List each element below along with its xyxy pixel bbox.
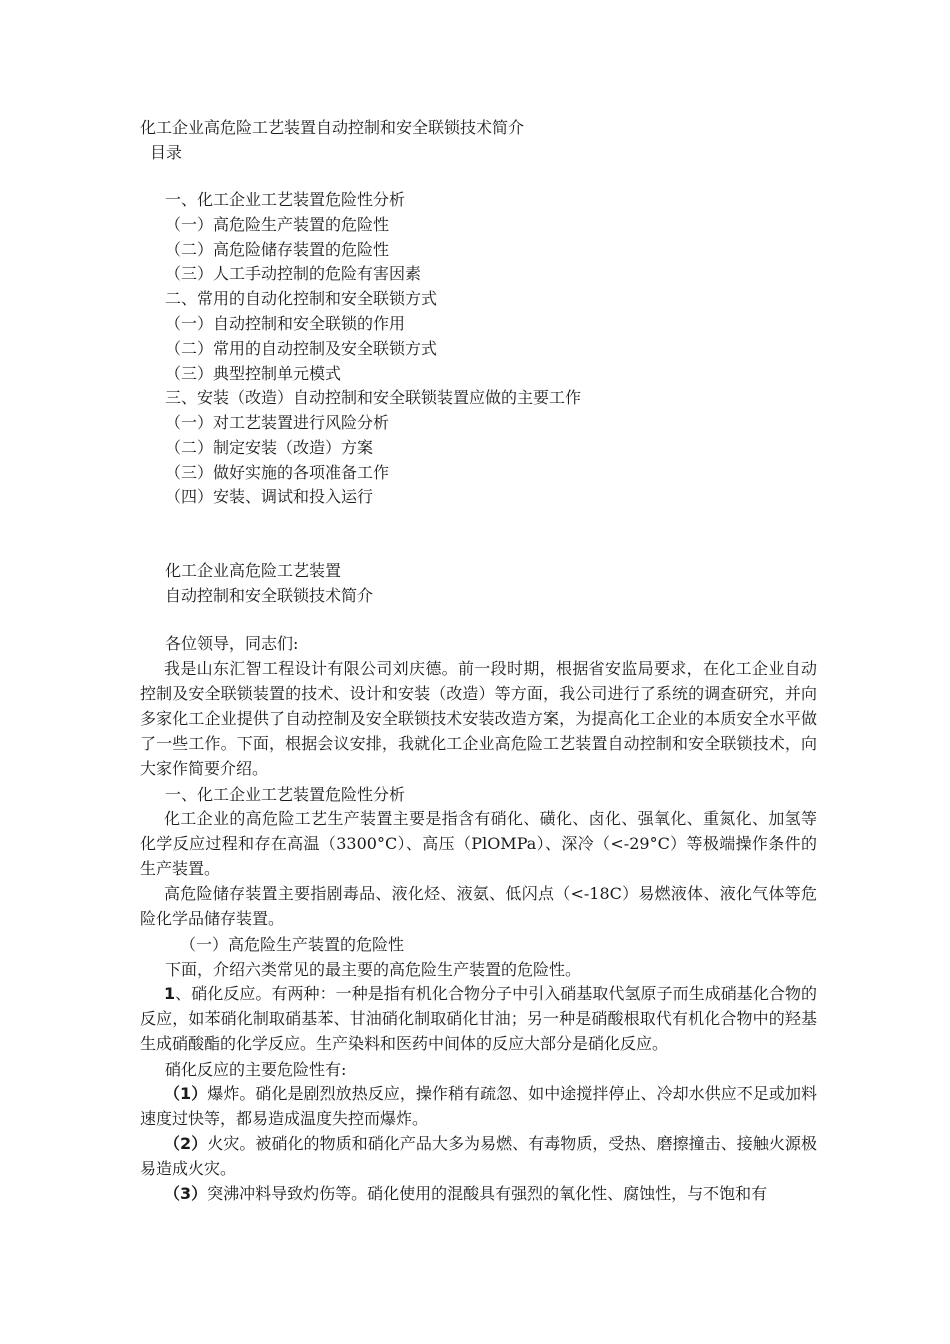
toc-item: 三、安装（改造）自动控制和安全联锁装置应做的主要工作 — [165, 388, 582, 407]
hazard-item-3 — [140, 1181, 817, 1206]
hazard-2-number: （2） — [164, 1134, 208, 1153]
toc-item: （三）做好实施的各项准备工作 — [165, 463, 390, 482]
document-title: 化工企业高危险工艺装置自动控制和安全联锁技术简介 — [140, 118, 525, 137]
toc-item: 一、化工企业工艺装置危险性分析 — [165, 190, 406, 209]
subtitle-line-1: 化工企业高危险工艺装置 — [165, 561, 342, 580]
nitration-paragraph — [140, 981, 817, 1056]
salutation: 各位领导，同志们: — [165, 634, 299, 653]
toc-item: （三）人工手动控制的危险有害因素 — [165, 264, 422, 283]
storage-paragraph: 高危险储存装置主要指剧毒品、液化烃、液氨、低闪点（<-18C）易燃液体、液化气体等危险化学品储存装置。 — [140, 884, 817, 928]
intro-line: 下面，介绍六类常见的最主要的高危险生产装置的危险性。 — [165, 960, 582, 979]
toc-heading: 目录 — [150, 143, 183, 162]
toc-item: 二、常用的自动化控制和安全联锁方式 — [165, 289, 438, 308]
hazard-2-text: 火灾。被硝化的物质和硝化产品大多为易燃、有毒物质，受热、磨擦撞击、接触火源极易造成火灾。 — [140, 1134, 817, 1178]
section-1-heading: 一、化工企业工艺装置危险性分析 — [165, 785, 406, 804]
toc-item: （三）典型控制单元模式 — [165, 364, 342, 383]
subsection-1-heading: （一）高危险生产装置的危险性 — [180, 935, 405, 954]
toc-item: （四）安装、调试和投入运行 — [165, 487, 374, 506]
hazard-1-text: 爆炸。硝化是剧烈放热反应，操作稍有疏忽、如中途搅拌停止、冷却水供应不足或加料速度过快等，都易造成温度失控而爆炸。 — [140, 1084, 817, 1128]
hazards-heading: 硝化反应的主要危险性有: — [165, 1060, 347, 1079]
hazard-1-number: （1） — [164, 1084, 208, 1103]
subtitle-line-2: 自动控制和安全联锁技术简介 — [165, 586, 374, 605]
intro-paragraph: 我是山东汇智工程设计有限公司刘庆德。前一段时期，根据省安监局要求，在化工企业自动控制及安全联锁装置的技术、设计和安装（改造）等方面，我公司进行了系统的调查研究，并向多家化工企业提供了自动控制及安全联锁技术安装改造方案，为提高化工企业的本质安全水平做了一些工作。下面，根据会议安排，我就化工企业高危险工艺装置自动控制和安全联锁技术，向大家作简要介绍。 — [140, 659, 817, 778]
hazard-3-text: 突沸冲料导致灼伤等。硝化使用的混酸具有强烈的氧化性、腐蚀性，与不饱和有 — [207, 1184, 768, 1203]
hazard-item-1 — [140, 1081, 817, 1131]
toc-item: （二）常用的自动控制及安全联锁方式 — [165, 339, 438, 358]
nitration-number: 1 — [164, 984, 176, 1003]
hazard-3-number: （3） — [164, 1184, 208, 1203]
toc-item: （二）高危险储存装置的危险性 — [165, 240, 390, 259]
hazard-item-2 — [140, 1131, 817, 1181]
section-1-paragraph: 化工企业的高危险工艺生产装置主要是指含有硝化、磺化、卤化、强氧化、重氮化、加氢等化学反应过程和存在高温（3300°C）、高压（PlOMPa）、深冷（<-29°C）等极端操作条件的生产装置。 — [140, 809, 817, 878]
nitration-text: 、硝化反应。有两种：一种是指有机化合物分子中引入硝基取代氢原子而生成硝基化合物的反应，如苯硝化制取硝基苯、甘油硝化制取硝化甘油；另一种是硝酸根取代有机化合物中的羟基生成硝酸酯的化学反应。生产染料和医药中间体的反应大部分是硝化反应。 — [140, 984, 817, 1053]
toc-item: （二）制定安装（改造）方案 — [165, 438, 374, 457]
toc-item: （一）对工艺装置进行风险分析 — [165, 413, 390, 432]
toc-item: （一）高危险生产装置的危险性 — [165, 215, 390, 234]
toc-item: （一）自动控制和安全联锁的作用 — [165, 314, 406, 333]
